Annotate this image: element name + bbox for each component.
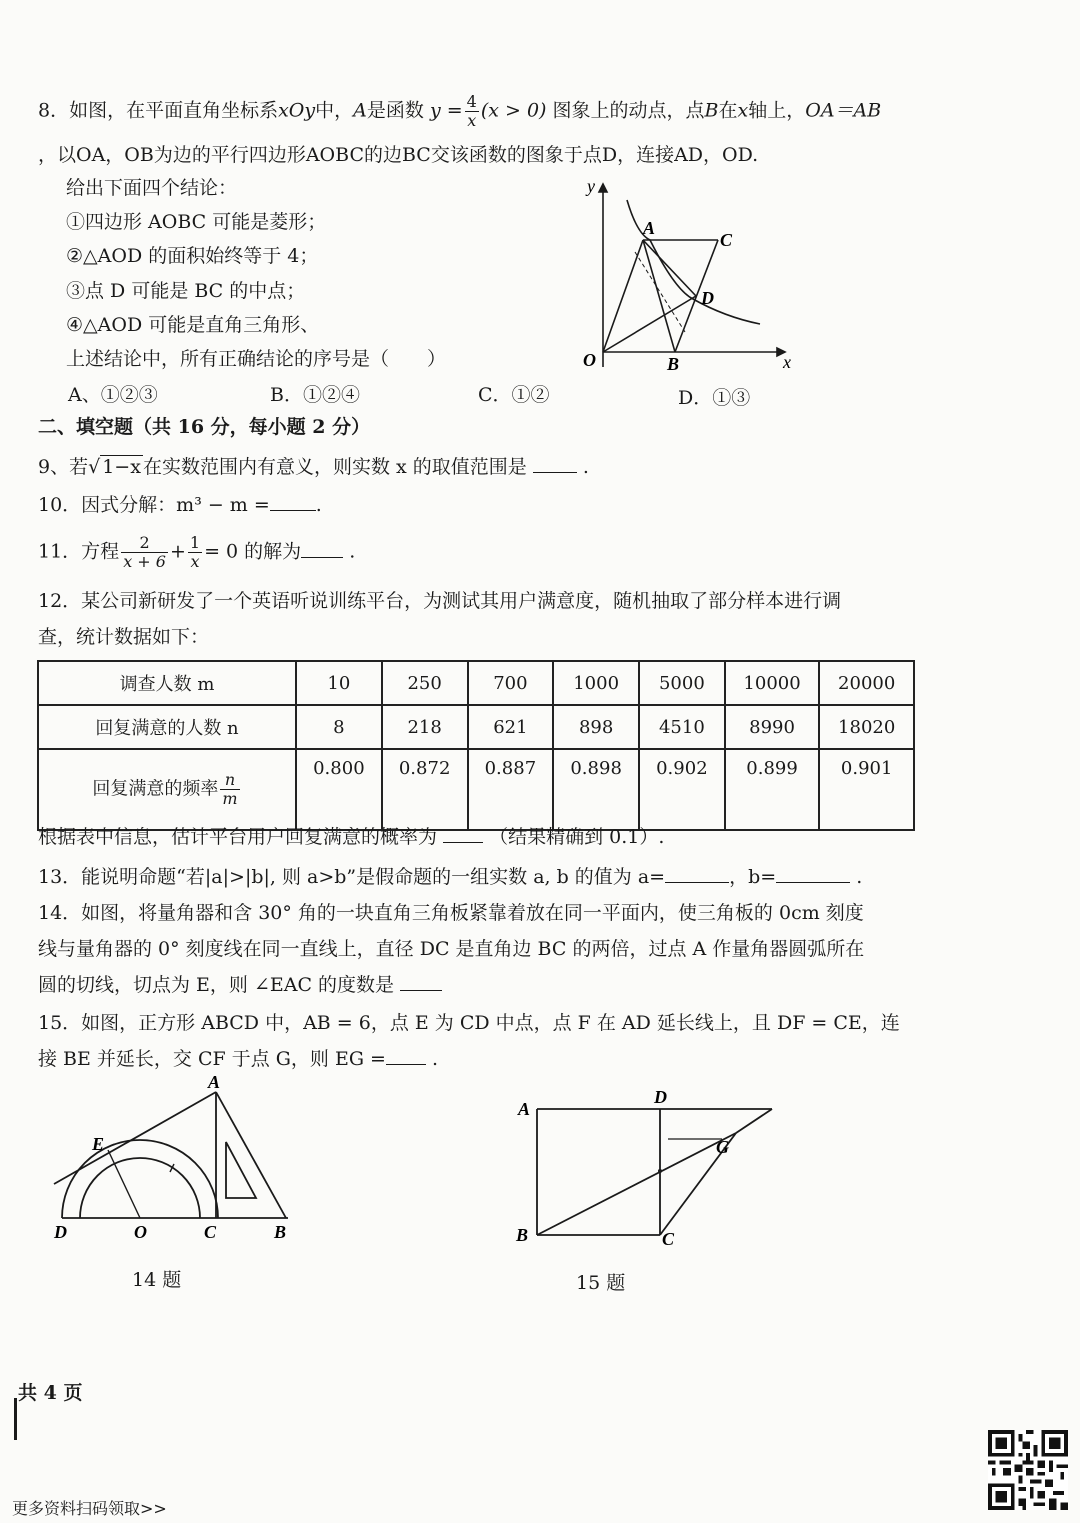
fig14-label-A: A xyxy=(208,1072,221,1092)
fig8-label-y: y xyxy=(587,176,595,196)
table-cell: 0.872 xyxy=(382,749,468,830)
q8-figure xyxy=(575,172,805,382)
fig8-label-D: D xyxy=(701,288,714,308)
fig14-label-C: C xyxy=(204,1222,217,1242)
margin-bar xyxy=(14,1398,17,1440)
table-cell: 0.899 xyxy=(725,749,820,830)
table-cell: 898 xyxy=(553,705,639,749)
table-cell: 5000 xyxy=(639,661,725,705)
fig8-label-B: B xyxy=(667,354,680,374)
table-row xyxy=(38,749,914,830)
q8-line1: 8．如图，在平面直角坐标系xOy中，A是函数 y = $\frac{4}{x}$ (x > 0) 图象上的动点，点B在x轴上，OA＝AB xyxy=(38,92,882,130)
q9: 9、若√ 1−x 在实数范围内有意义，则实数 x 的取值范围是 . xyxy=(38,456,589,478)
table-cell: 4510 xyxy=(639,705,725,749)
q10: 10．因式分解：m³ − m = . xyxy=(38,494,322,516)
triangle-inner-cutout xyxy=(226,1142,256,1198)
fig8-label-A: A xyxy=(643,218,656,238)
q8-option-c: C．①② xyxy=(478,384,550,406)
table-cell: 0.901 xyxy=(819,749,914,830)
q8-conclusion-1: ①四边形 AOBC 可能是菱形； xyxy=(66,211,327,233)
segment-OA xyxy=(603,240,643,352)
point-E xyxy=(658,1169,662,1173)
fig8-label-x: x xyxy=(783,352,791,372)
q15-line2: 接 BE 并延长，交 CF 于点 G，则 EG = . xyxy=(38,1048,439,1070)
survey-table xyxy=(37,660,915,831)
q14-line3: 圆的切线，切点为 E，则 ∠EAC 的度数是 xyxy=(38,972,442,998)
fig14-label-D: D xyxy=(54,1222,67,1242)
q11: 11．方程 $\frac{2}{x + 6}$ + $\frac{1}{x}$ = 0 的解为 . xyxy=(38,533,356,571)
table-cell: 0.887 xyxy=(468,749,554,830)
q15-line1: 15．如图，正方形 ABCD 中，AB = 6，点 E 为 CD 中点，点 F 在 AD 延长线上，且 DF = CE，连 xyxy=(38,1012,900,1034)
protractor-outer-arc xyxy=(62,1140,218,1218)
q8-option-d: D．①③ xyxy=(678,387,751,409)
fig8-label-O: O xyxy=(583,350,596,370)
table-cell: 10000 xyxy=(725,661,820,705)
line-FG xyxy=(736,1109,772,1133)
table-cell: 18020 xyxy=(819,705,914,749)
q8-conclusion-4: ④△AOD 可能是直角三角形、 xyxy=(66,314,320,336)
table-cell: 218 xyxy=(382,705,468,749)
table-row xyxy=(38,661,914,705)
protractor-inner-arc xyxy=(80,1158,200,1218)
table-cell: 0.898 xyxy=(553,749,639,830)
section-2-title: 二、填空题（共 16 分，每小题 2 分） xyxy=(38,416,371,438)
fig15-label-D: D xyxy=(654,1087,667,1107)
fig8-label-C: C xyxy=(720,230,733,250)
qr-code-icon[interactable] xyxy=(988,1430,1068,1510)
table-cell: 621 xyxy=(468,705,554,749)
table-cell: 700 xyxy=(468,661,554,705)
q15-figure xyxy=(510,1085,790,1255)
q13: 13．能说明命题“若|a|>|b|, 则 a>b”是假命题的一组实数 a, b 的值为 a= ，b= . xyxy=(38,866,863,888)
table-cell: 1000 xyxy=(553,661,639,705)
table-cell: 20000 xyxy=(819,661,914,705)
table-cell: 10 xyxy=(296,661,382,705)
q12-question: 根据表中信息，估计平台用户回复满意的概率为 （结果精确到 0.1）. xyxy=(38,826,665,848)
line-BG xyxy=(537,1133,736,1235)
table-cell: 0.902 xyxy=(639,749,725,830)
segment-OD xyxy=(603,296,696,352)
fig14-label-O: O xyxy=(134,1222,147,1242)
table-cell: 0.800 xyxy=(296,749,382,830)
fig15-label-G: G xyxy=(716,1137,729,1157)
fig15-label-A: A xyxy=(518,1099,531,1119)
fig14-label-B: B xyxy=(274,1222,287,1242)
table-cell: 8 xyxy=(296,705,382,749)
fig14-label-E: E xyxy=(92,1134,105,1154)
q12-line2: 查，统计数据如下： xyxy=(38,626,210,648)
q8-line2: ，以OA，OB为边的平行四边形AOBC的边BC交该函数的图象于点D，连接AD，OD. xyxy=(38,144,759,166)
q14-line2: 线与量角器的 0° 刻度线在同一直线上，直径 DC 是直角边 BC 的两倍，过点 A 作量角器圆弧所在 xyxy=(38,938,865,960)
footer-text: 更多资料扫码领取>> xyxy=(12,1499,167,1518)
table-row xyxy=(38,705,914,749)
fig15-label-C: C xyxy=(662,1229,675,1249)
q8-option-b: B．①②④ xyxy=(270,384,360,406)
y-axis-arrow xyxy=(599,184,607,192)
q8-question: 上述结论中，所有正确结论的序号是（ ） xyxy=(66,348,447,370)
q14-figure xyxy=(40,1070,310,1250)
page-count: 共 4 页 xyxy=(18,1382,83,1404)
table-header-m: 调查人数 m xyxy=(38,661,296,705)
fig14-caption: 14 题 xyxy=(132,1269,182,1291)
q8-conclusion-2: ②△AOD 的面积始终等于 4； xyxy=(66,245,319,267)
dashed-line xyxy=(635,252,685,332)
q8-option-a: A、①②③ xyxy=(68,384,158,406)
table-header-frequency: 回复满意的频率 $\frac{n}{m}$ xyxy=(38,749,296,830)
table-cell: 8990 xyxy=(725,705,820,749)
q12-line1: 12．某公司新研发了一个英语听说训练平台，为测试其用户满意度，随机抽取了部分样本进行调 xyxy=(38,590,842,612)
table-cell: 250 xyxy=(382,661,468,705)
q8-intro: 给出下面四个结论： xyxy=(66,177,238,199)
fig15-caption: 15 题 xyxy=(576,1272,626,1294)
q14-line1: 14．如图，将量角器和含 30° 角的一块直角三角板紧靠着放在同一平面内，使三角板的 0cm 刻度 xyxy=(38,902,864,924)
table-header-n: 回复满意的人数 n xyxy=(38,705,296,749)
tangent-line-AE xyxy=(54,1092,216,1184)
fig15-label-B: B xyxy=(516,1225,529,1245)
q8-conclusion-3: ③点 D 可能是 BC 的中点； xyxy=(66,280,306,302)
